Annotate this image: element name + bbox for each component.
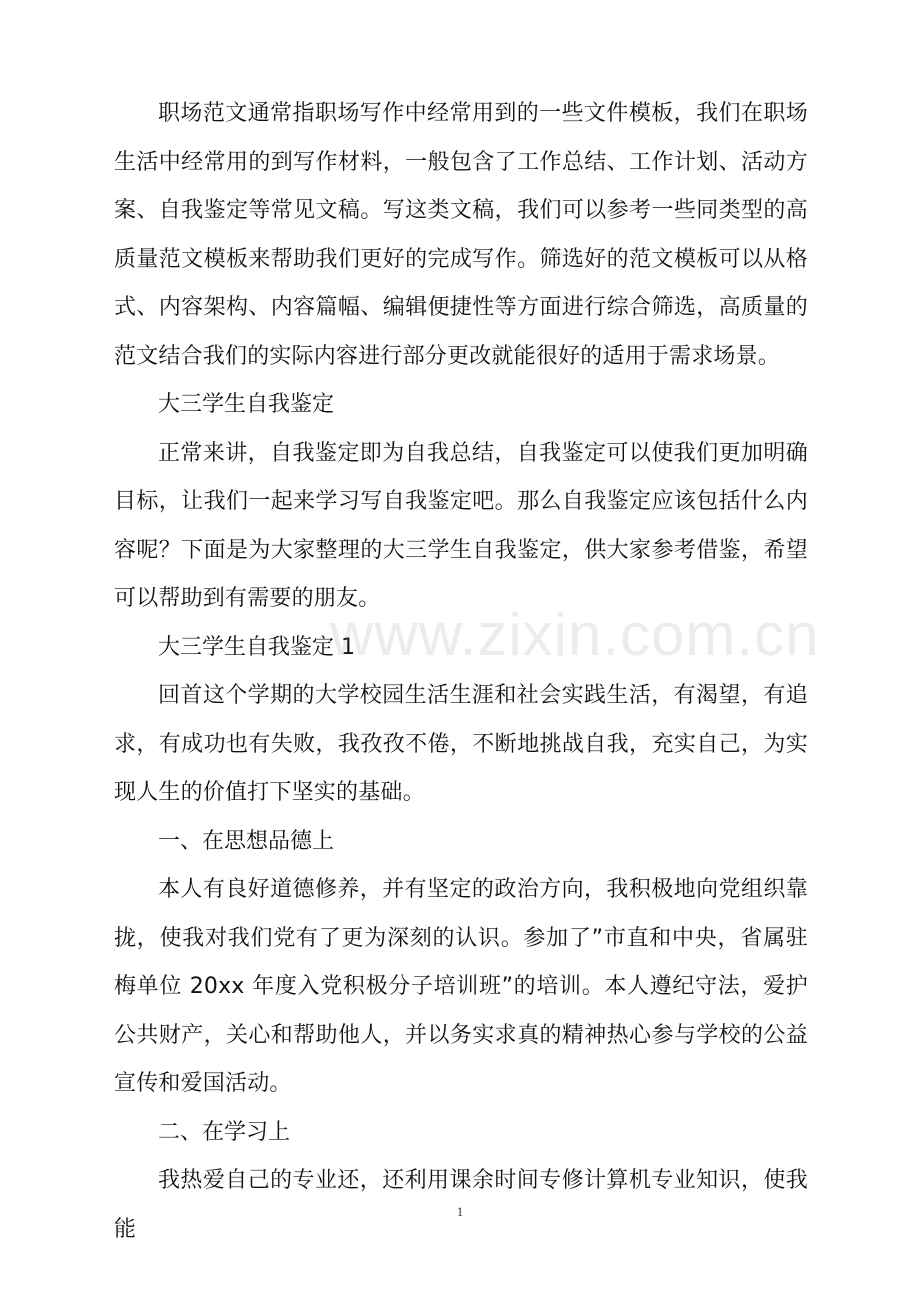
- document-body: [114, 90, 808, 1254]
- study-paragraph: 我热爱自己的专业还，还利用课余时间专修计算机专业知识，使我能: [114, 1168, 808, 1242]
- page-number: 1: [456, 1204, 464, 1219]
- watermark: www.zixin.com.cn: [330, 601, 820, 668]
- subsection-ideology-heading: 一、在思想品德上: [158, 828, 335, 854]
- reflection-paragraph: 回首这个学期的大学校园生活生涯和社会实践生活，有渴望，有追求，有成功也有失败，我孜孜不倦，不断地挑战自我，充实自己，为实现人生的价值打下坚实的基础。: [114, 683, 808, 805]
- sample-title: 大三学生自我鉴定 1: [158, 634, 355, 660]
- subsection-study-heading: 二、在学习上: [158, 1119, 291, 1145]
- ideology-paragraph: 本人有良好道德修养，并有坚定的政治方向，我积极地向党组织靠拢，使我对我们党有了更为深刻的认识。参加了”市直和中央，省属驻梅单位 20xx 年度入党积极分子培训班”的培训。本人遵纪守法，爱护公共财产，关心和帮助他人，并以务实求真的精神热心参与学校的公益宣传和爱国活动。: [114, 877, 808, 1096]
- overview-paragraph: 正常来讲，自我鉴定即为自我总结，自我鉴定可以使我们更加明确目标，让我们一起来学习写自我鉴定吧。那么自我鉴定应该包括什么内容呢？下面是为大家整理的大三学生自我鉴定，供大家参考借鉴，希望可以帮助到有需要的朋友。: [114, 440, 808, 611]
- section-title: 大三学生自我鉴定: [158, 392, 335, 417]
- intro-paragraph: 职场范文通常指职场写作中经常用到的一些文件模板，我们在职场生活中经常用的到写作材料，一般包含了工作总结、工作计划、活动方案、自我鉴定等常见文稿。写这类文稿，我们可以参考一些同类型的高质量范文模板来帮助我们更好的完成写作。筛选好的范文模板可以从格式、内容架构、内容篇幅、编辑便捷性等方面进行综合筛选，高质量的范文结合我们的实际内容进行部分更改就能很好的适用于需求场景。: [114, 101, 808, 369]
